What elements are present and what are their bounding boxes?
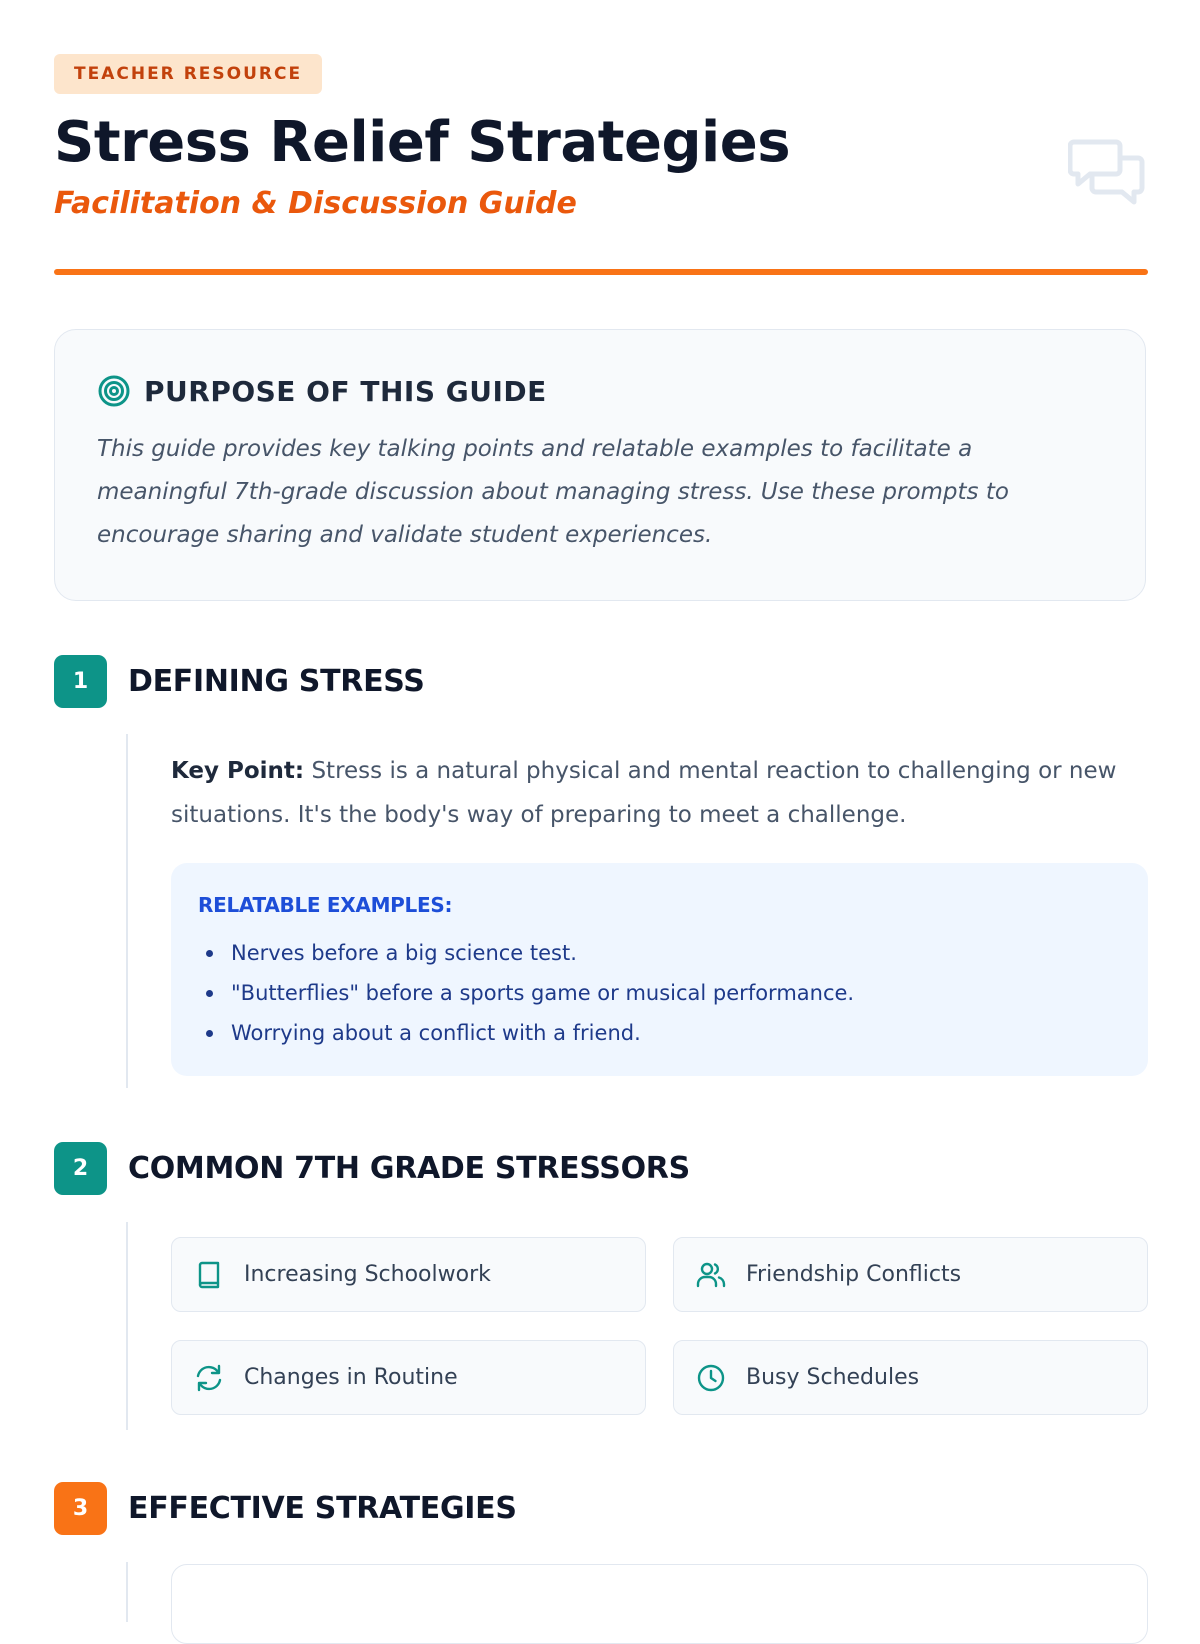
chat-bubbles-icon: [1068, 134, 1148, 214]
refresh-icon: [194, 1363, 224, 1393]
list-item: "Butterflies" before a sports game or musical performance.: [204, 973, 854, 1013]
section-number-badge: 1: [54, 655, 107, 708]
clock-icon: [696, 1363, 726, 1393]
list-item: Worrying about a conflict with a friend.: [204, 1013, 854, 1053]
key-point-label: Key Point:: [171, 758, 305, 784]
section-stressors-heading: [54, 1142, 690, 1195]
stressor-card-friendship: [673, 1237, 1148, 1312]
section-divider-line: [126, 1562, 128, 1622]
book-icon: [194, 1260, 224, 1290]
section-title: EFFECTIVE STRATEGIES: [128, 1491, 517, 1526]
section-title: DEFINING STRESS: [128, 664, 425, 699]
key-point-text: [171, 749, 1151, 837]
stressor-label: Changes in Routine: [244, 1365, 458, 1390]
header-divider: [54, 269, 1148, 275]
purpose-box: [54, 329, 1146, 601]
page-title: Stress Relief Strategies: [54, 110, 791, 175]
key-point-body: Stress is a natural physical and mental reaction to challenging or new situations. It's the body's way of preparing to meet a challenge.: [171, 758, 1117, 828]
stressor-label: Busy Schedules: [746, 1365, 920, 1390]
purpose-heading: [97, 374, 547, 408]
list-item: Nerves before a big science test.: [204, 933, 854, 973]
section-number-badge: 2: [54, 1142, 107, 1195]
section-divider-line: [126, 1222, 128, 1430]
page-subtitle: Facilitation & Discussion Guide: [54, 186, 577, 221]
section-title: COMMON 7TH GRADE STRESSORS: [128, 1151, 690, 1186]
examples-title: RELATABLE EXAMPLES:: [198, 893, 453, 917]
purpose-body: This guide provides key talking points and relatable examples to facilitate a meaningful 7th-grade discussion about managing stress. Use these prompts to encourage sharing and validate student experiences.: [97, 436, 1009, 548]
users-icon: [696, 1260, 726, 1290]
section-defining-stress-heading: [54, 655, 425, 708]
relatable-examples-box: [171, 863, 1148, 1076]
stressor-card-schoolwork: [171, 1237, 646, 1312]
stressor-card-routine: [171, 1340, 646, 1415]
teacher-resource-badge: TEACHER RESOURCE: [54, 54, 322, 94]
strategy-card: [171, 1564, 1148, 1644]
section-strategies-heading: [54, 1482, 517, 1535]
stressor-card-schedules: [673, 1340, 1148, 1415]
purpose-title: PURPOSE OF THIS GUIDE: [144, 374, 547, 408]
section-divider-line: [126, 734, 128, 1088]
target-icon: [97, 374, 131, 408]
examples-list: [204, 933, 854, 1053]
stressor-label: Friendship Conflicts: [746, 1262, 962, 1287]
section-number-badge: 3: [54, 1482, 107, 1535]
stressor-label: Increasing Schoolwork: [244, 1262, 491, 1287]
